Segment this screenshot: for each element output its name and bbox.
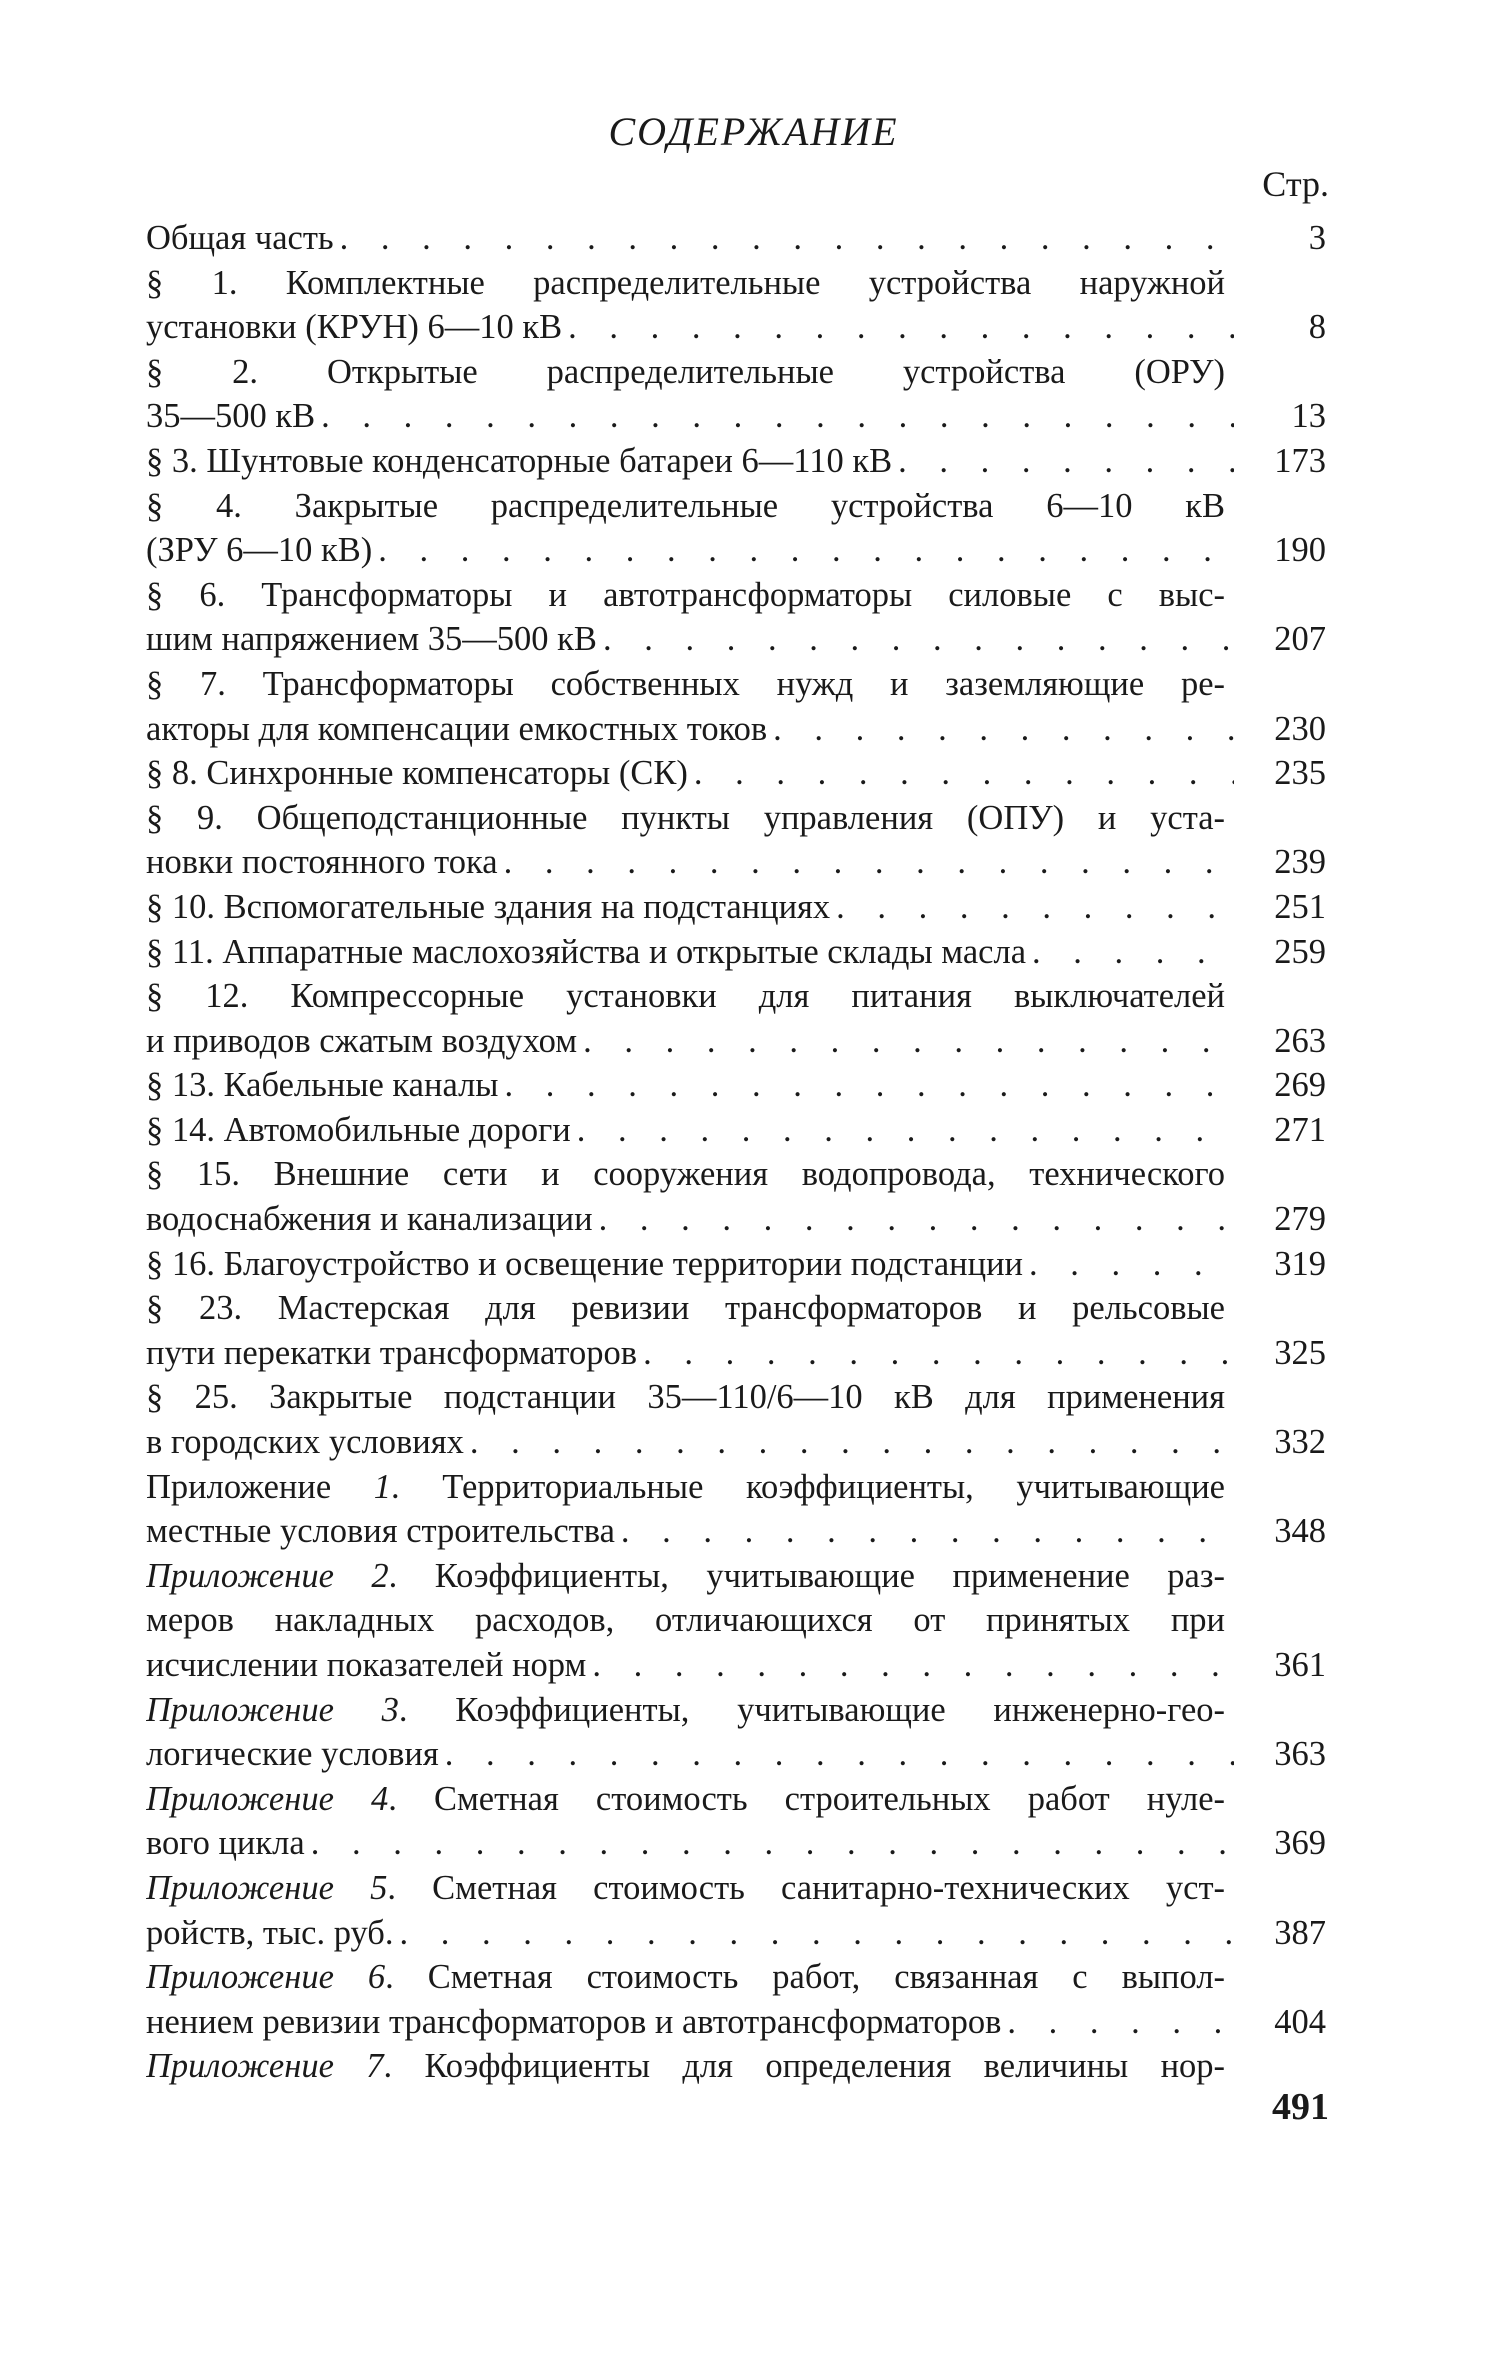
toc-entry-line — [146, 1152, 1326, 1197]
toc-entry-text: § 8. Синхронные компенсаторы (СК) — [146, 754, 688, 793]
toc-entry-text: Сметная стоимость строительных работ нуле- — [433, 1779, 1226, 1818]
toc-entry-final-line — [146, 1643, 1326, 1688]
appendix-number: 7 — [366, 2047, 384, 2086]
appendix-number: 3 — [381, 1690, 399, 1729]
toc-entry-final-line — [146, 751, 1326, 796]
toc-entry — [146, 484, 1326, 573]
toc-entry-final-line — [146, 1821, 1326, 1866]
page-column-label: Стр. — [1262, 164, 1329, 204]
toc-entry — [146, 216, 1326, 261]
toc-entry-final-line — [146, 1420, 1326, 1465]
toc-entry-line: Приложение 5. Сметная стоимость санитарно-технических уст- — [146, 1868, 1226, 1907]
dot-leader — [621, 1509, 1234, 1554]
toc-entry-final-line — [146, 617, 1326, 662]
toc-entry — [146, 1554, 1326, 1688]
toc-page-number: 173 — [1274, 441, 1326, 480]
toc-entry-line: Приложение 1. Территориальные коэффициенты, учитывающие — [146, 1467, 1225, 1506]
toc-entry-final-line — [146, 1331, 1326, 1376]
appendix-label: Приложение — [146, 1958, 334, 1997]
toc-page-number: 269 — [1274, 1066, 1326, 1105]
dot-leader — [321, 394, 1234, 439]
toc-entry — [146, 1242, 1326, 1287]
dot-leader — [504, 840, 1234, 885]
toc-entry-final-line — [146, 394, 1326, 439]
toc-entry-final-line — [146, 1732, 1326, 1777]
dot-leader — [773, 707, 1234, 752]
toc-entry — [146, 350, 1326, 439]
toc-page-number: 361 — [1274, 1646, 1326, 1684]
toc-page-number: 3 — [1308, 219, 1326, 257]
toc-entry-text: § 13. Кабельные каналы — [146, 1066, 499, 1105]
dot-leader — [378, 528, 1234, 573]
toc-entry-text: § 15. Внешние сети и сооружения водопровода, технического — [146, 1155, 1225, 1194]
toc-page-number: 207 — [1274, 620, 1326, 659]
toc-entry-line — [146, 662, 1326, 707]
toc-page-number: 263 — [1274, 1021, 1326, 1060]
toc-page-number: 8 — [1308, 308, 1326, 347]
toc-entry-text: Коэффициенты для определения величины нор- — [424, 2047, 1226, 2086]
toc-entry — [146, 1286, 1326, 1375]
appendix-number: 6 — [367, 1958, 386, 1997]
toc-entry-final-line — [146, 707, 1326, 752]
toc-entry-text: вого цикла — [146, 1824, 305, 1863]
toc-entry — [146, 1375, 1326, 1464]
toc-entry — [146, 2044, 1326, 2089]
dot-leader — [470, 1420, 1234, 1465]
toc-entry — [146, 573, 1326, 662]
toc-entry-line — [146, 1598, 1326, 1643]
dot-leader — [694, 751, 1234, 796]
toc-entry-line — [146, 1286, 1326, 1331]
toc-entry-text: Сметная стоимость работ, связанная с выпол- — [427, 1958, 1226, 1997]
toc-entry-text: Коэффициенты, учитывающие инженерно-гео- — [455, 1690, 1226, 1729]
toc-entry — [146, 751, 1326, 796]
dot-leader — [1032, 930, 1234, 975]
toc-entry — [146, 261, 1326, 350]
toc-entry-line — [146, 484, 1326, 529]
toc-entry-final-line — [146, 840, 1326, 885]
toc-page-number: 239 — [1274, 843, 1326, 882]
appendix-number: 4 — [370, 1779, 389, 1818]
toc-entry-line — [146, 261, 1326, 306]
toc-entry-text: меров накладных расходов, отличающихся от принятых при — [146, 1601, 1225, 1640]
toc-entry — [146, 1688, 1326, 1777]
appendix-number: 1 — [373, 1467, 392, 1506]
appendix-label: Приложение — [146, 1868, 334, 1907]
dot-leader — [1029, 1242, 1234, 1287]
toc-entry-text: установки (КРУН) 6—10 кВ — [146, 308, 563, 347]
toc-entry-text: § 23. Мастерская для ревизии трансформаторов и рельсовые — [146, 1289, 1225, 1328]
toc-entry — [146, 1955, 1326, 2044]
toc-entry-text: и приводов сжатым воздухом — [146, 1021, 578, 1060]
dot-leader — [583, 1019, 1234, 1064]
toc-entry — [146, 1152, 1326, 1241]
toc-entry-text: § 11. Аппаратные маслохозяйства и открытые склады масла — [146, 932, 1027, 971]
dot-leader — [898, 439, 1234, 484]
toc-entry-final-line — [146, 439, 1326, 484]
dot-leader — [592, 1643, 1234, 1688]
appendix-label: Приложение — [146, 1467, 332, 1506]
toc-entry — [146, 1108, 1326, 1153]
toc-page-number: 325 — [1274, 1333, 1326, 1372]
appendix-number: 5 — [370, 1868, 388, 1907]
toc-entry-text: § 4. Закрытые распределительные устройства 6—10 кВ — [146, 486, 1225, 525]
dot-leader — [311, 1821, 1234, 1866]
table-of-contents — [146, 216, 1326, 2089]
toc-entry-line: Приложение 6. Сметная стоимость работ, связанная с выпол- — [146, 1958, 1226, 1997]
toc-entry-text: § 16. Благоустройство и освещение территории подстанции — [146, 1244, 1024, 1283]
toc-entry-text: новки постоянного тока — [146, 843, 498, 882]
toc-page-number: 363 — [1274, 1735, 1326, 1774]
toc-entry-text: § 6. Трансформаторы и автотрансформаторы силовые с выс- — [146, 575, 1225, 614]
dot-leader — [445, 1732, 1234, 1777]
toc-page-number: 387 — [1274, 1913, 1326, 1952]
dot-leader — [603, 617, 1234, 662]
dot-leader — [399, 1911, 1234, 1956]
toc-entry-text: водоснабжения и канализации — [146, 1200, 593, 1239]
dot-leader — [340, 216, 1234, 261]
toc-entry-line — [146, 796, 1326, 841]
toc-entry-text: (ЗРУ 6—10 кВ) — [146, 531, 373, 570]
toc-entry-text: § 9. Общеподстанционные пункты управления (ОПУ) и уста- — [146, 798, 1225, 837]
toc-entry-final-line — [146, 2000, 1326, 2045]
toc-entry-line — [146, 974, 1326, 1019]
toc-entry-final-line — [146, 885, 1326, 930]
toc-entry-line: Приложение 4. Сметная стоимость строительных работ нуле- — [146, 1779, 1226, 1818]
dot-leader — [643, 1331, 1234, 1376]
toc-entry — [146, 885, 1326, 930]
toc-page-number: 235 — [1274, 754, 1326, 793]
toc-entry-final-line — [146, 1242, 1326, 1287]
toc-entry — [146, 1465, 1326, 1554]
toc-entry-text: в городских условиях — [146, 1423, 464, 1462]
toc-page-number: 13 — [1291, 397, 1326, 436]
toc-page-number: 251 — [1274, 887, 1326, 926]
toc-entry-text: § 3. Шунтовые конденсаторные батареи 6—110 кВ — [146, 441, 893, 480]
toc-page-number: 332 — [1274, 1423, 1326, 1462]
appendix-label: Приложение — [146, 1779, 334, 1818]
toc-entry-final-line — [146, 1108, 1326, 1153]
toc-entry-text: нением ревизии трансформаторов и автотрансформаторов — [146, 2002, 1002, 2041]
toc-entry-line: Приложение 7. Коэффициенты для определения величины нор- — [146, 2047, 1226, 2086]
toc-entry-final-line — [146, 1063, 1326, 1108]
appendix-label: Приложение — [146, 1556, 334, 1595]
toc-entry — [146, 662, 1326, 751]
toc-entry-text: шим напряжением 35—500 кВ — [146, 620, 597, 659]
toc-entry-final-line — [146, 1911, 1326, 1956]
toc-entry-text: § 25. Закрытые подстанции 35—110/6—10 кВ для применения — [146, 1378, 1225, 1417]
toc-entry-text: акторы для компенсации емкостных токов — [146, 709, 768, 748]
toc-entry — [146, 1063, 1326, 1108]
dot-leader — [504, 1063, 1234, 1108]
dot-leader — [577, 1108, 1234, 1153]
toc-entry — [146, 1866, 1326, 1955]
toc-entry-line: Приложение 2. Коэффициенты, учитывающие применение раз- — [146, 1556, 1225, 1595]
toc-entry-final-line — [146, 930, 1326, 975]
toc-entry-text: пути перекатки трансформаторов — [146, 1333, 638, 1372]
toc-entry-text: § 10. Вспомогательные здания на подстанциях — [146, 887, 831, 926]
toc-entry-text: § 7. Трансформаторы собственных нужд и заземляющие ре- — [146, 664, 1225, 703]
toc-entry-text: логические условия — [146, 1735, 439, 1774]
toc-entry-final-line — [146, 1509, 1326, 1554]
toc-entry-final-line — [146, 1197, 1326, 1242]
toc-entry-text: § 2. Открытые распределительные устройства (ОРУ) — [146, 352, 1225, 391]
toc-entry-final-line — [146, 528, 1326, 573]
toc-entry — [146, 439, 1326, 484]
toc-entry — [146, 796, 1326, 885]
toc-entry-final-line — [146, 305, 1326, 350]
toc-page-number: 348 — [1274, 1512, 1326, 1551]
toc-entry-text: ройств, тыс. руб. — [146, 1913, 394, 1952]
appendix-label: Приложение — [146, 1690, 334, 1729]
toc-page-number: 271 — [1274, 1110, 1326, 1149]
dot-leader — [836, 885, 1234, 930]
toc-page-number: 259 — [1274, 932, 1326, 971]
dot-leader — [568, 305, 1234, 350]
toc-entry-line — [146, 1375, 1326, 1420]
toc-entry — [146, 974, 1326, 1063]
dot-leader — [1007, 2000, 1234, 2045]
toc-entry-final-line — [146, 1019, 1326, 1064]
toc-entry-text: § 14. Автомобильные дороги — [146, 1110, 571, 1149]
toc-entry — [146, 1777, 1326, 1866]
toc-entry-text: исчислении показателей норм — [146, 1646, 587, 1684]
toc-entry-text: Коэффициенты, учитывающие применение раз- — [434, 1556, 1225, 1595]
toc-page-number: 230 — [1274, 709, 1326, 748]
dot-leader — [599, 1197, 1234, 1242]
toc-entry-text: Сметная стоимость санитарно-технических уст- — [432, 1868, 1226, 1907]
page-title: СОДЕРЖАНИЕ — [608, 109, 899, 154]
appendix-label: Приложение — [146, 2047, 334, 2086]
toc-entry-text: Общая часть — [146, 219, 334, 257]
appendix-number: 2 — [371, 1556, 389, 1595]
toc-entry-text: местные условия строительства — [146, 1512, 615, 1551]
page-number: 491 — [1272, 2086, 1329, 2128]
toc-entry — [146, 930, 1326, 975]
toc-entry-text: 35—500 кВ — [146, 397, 316, 436]
toc-page-number: 404 — [1274, 2002, 1326, 2041]
toc-entry-line: Приложение 3. Коэффициенты, учитывающие инженерно-гео- — [146, 1690, 1226, 1729]
toc-entry-text: § 12. Компрессорные установки для питания выключателей — [146, 977, 1225, 1016]
toc-entry-line — [146, 350, 1326, 395]
toc-entry-text: Территориальные коэффициенты, учитывающие — [442, 1467, 1225, 1506]
toc-entry-final-line — [146, 216, 1326, 261]
toc-page-number: 319 — [1274, 1244, 1326, 1283]
toc-page-number: 369 — [1274, 1824, 1326, 1863]
toc-page-number: 190 — [1274, 531, 1326, 570]
toc-entry-line — [146, 573, 1326, 618]
toc-page-number: 279 — [1274, 1200, 1326, 1239]
toc-entry-text: § 1. Комплектные распределительные устройства наружной — [146, 263, 1225, 302]
